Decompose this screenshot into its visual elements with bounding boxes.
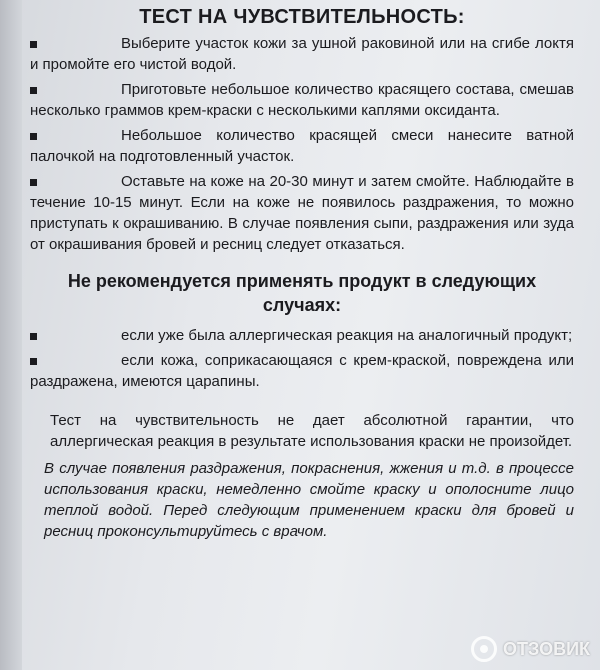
guarantee-note: Тест на чувствительность не дает абсолютной гарантии, что аллергическая реакция в результате использования краски не произойдет. — [50, 412, 574, 450]
paper-fold — [0, 0, 22, 670]
contraindications-heading: Не рекомендуется применять продукт в следующих случаях: — [67, 271, 537, 315]
test-step-4: Оставьте на коже на 20-30 минут и затем смойте. Наблюдайте в течение 10-15 минут. Если на коже не появилось раздражения, то можно приступать к окрашиванию. В случае появления сыпи, раздражения или зуда от окрашивания бровей и ресниц следует отказаться. — [30, 173, 574, 253]
test-step-1: Выберите участок кожи за ушной раковиной или на сгибе локтя и промойте его чистой водой. — [30, 35, 574, 73]
sensitivity-test-title: ТЕСТ НА ЧУВСТВИТЕЛЬНОСТЬ: — [139, 6, 465, 28]
square-bullet-icon — [30, 358, 37, 365]
case-1: если уже была аллергическая реакция на аналогичный продукт; — [30, 325, 574, 346]
square-bullet-icon — [30, 333, 37, 340]
test-step-2: Приготовьте небольшое количество красящего состава, смешав несколько граммов крем-краски с несколькими каплями оксиданта. — [30, 81, 574, 119]
square-bullet-icon — [30, 179, 37, 186]
test-step-3: Небольшое количество красящей смеси нанесите ватной палочкой на подготовленный участок. — [30, 127, 574, 165]
square-bullet-icon — [30, 87, 37, 94]
otzovik-logo-icon — [471, 636, 497, 662]
square-bullet-icon — [30, 133, 37, 140]
square-bullet-icon — [30, 41, 37, 48]
watermark — [471, 636, 590, 662]
case-2: если кожа, соприкасающаяся с крем-краской, повреждена или раздражена, имеются царапины. — [30, 352, 574, 390]
watermark-text: ОТЗОВИК — [503, 638, 590, 659]
irritation-warning: В случае появления раздражения, покраснения, жжения и т.д. в процессе использования краски, немедленно смойте краску и ополосните лицо теплой водой. Перед следующим применением краски для бровей и ресниц проконсультируйтесь с врачом. — [44, 460, 574, 540]
